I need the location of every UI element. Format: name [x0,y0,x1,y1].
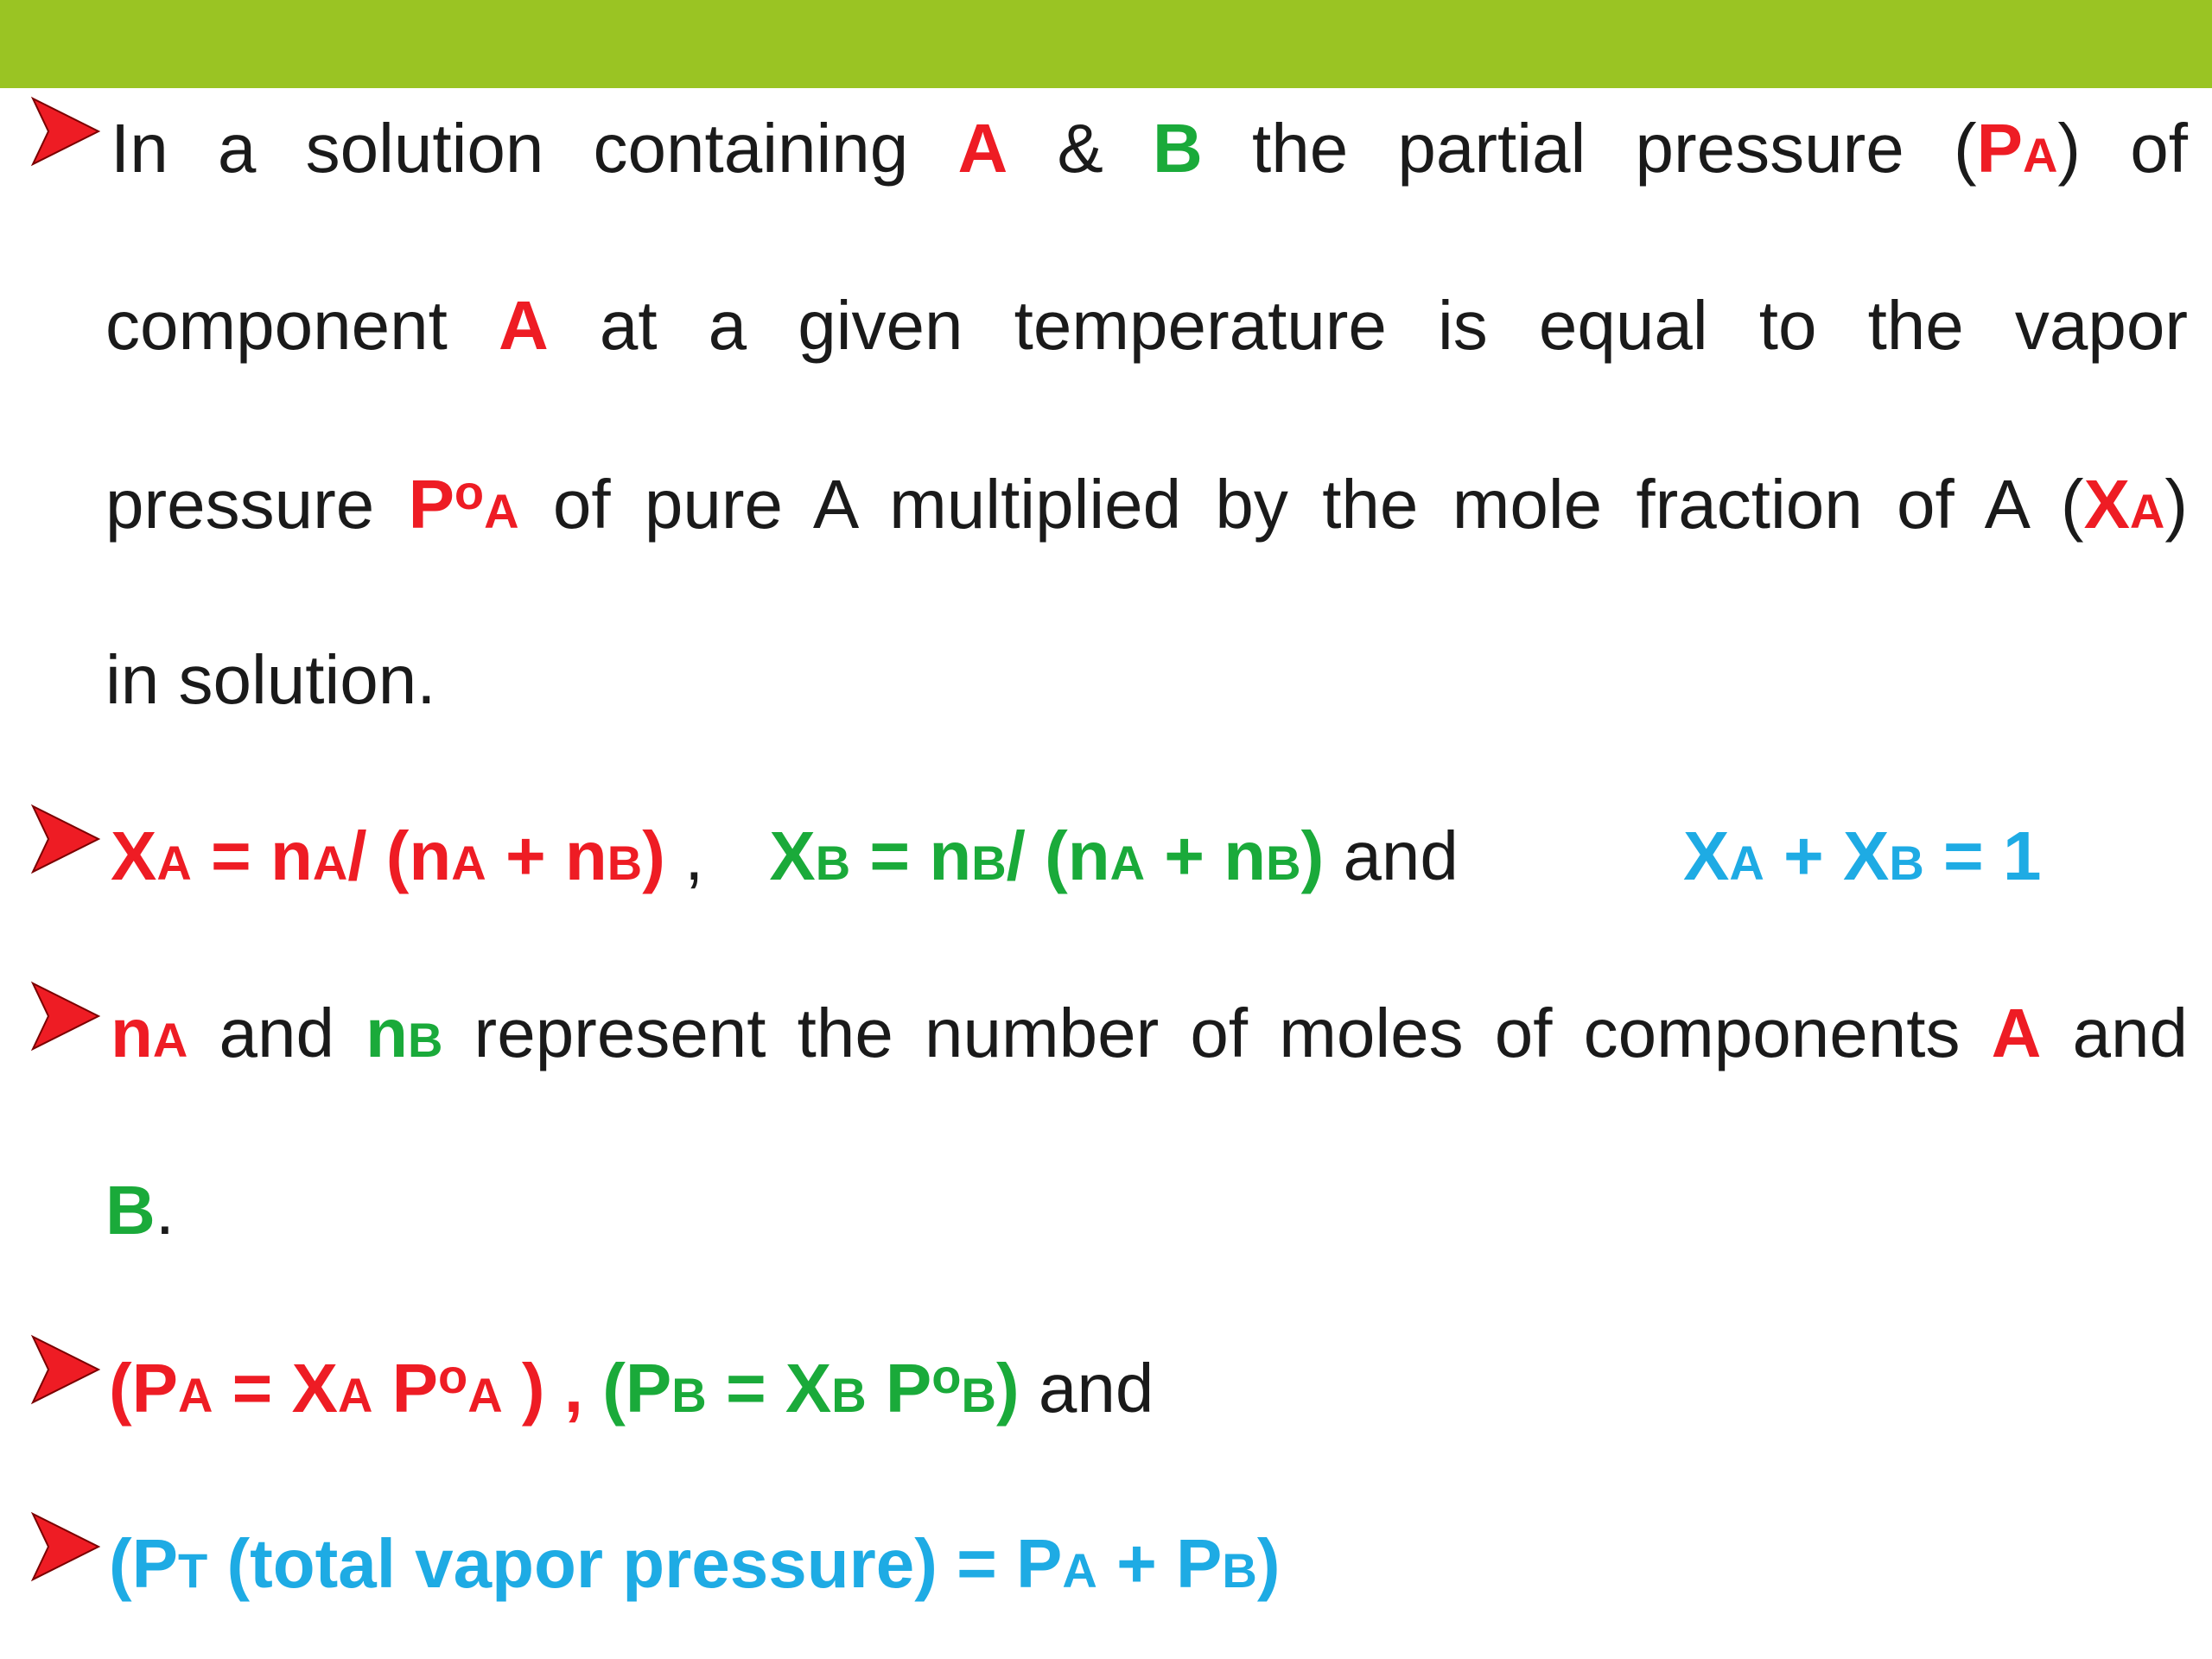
symbol: P [408,466,454,543]
moles-a [111,995,188,1071]
subscript: B [607,836,643,890]
equation-sum [1683,817,2041,894]
component-b-label: B [105,1172,156,1249]
text: represent the number of moles of components [442,995,1992,1071]
component-a-label: A [498,287,549,364]
paragraph-moles-line-1 [111,995,2189,1071]
text: ) [2164,466,2189,543]
text: and [1324,817,1459,894]
text: . [155,1172,175,1249]
component-a-label: A [1991,995,2042,1071]
subscript: B [971,836,1007,890]
arrow-bullet-icon [29,1333,102,1406]
text: (P [109,1350,178,1427]
equation-pa [109,1350,583,1427]
text: pressure [105,466,409,543]
subscript: A [484,484,519,538]
subscript: B [1889,836,1924,890]
text: & [1007,110,1154,187]
text: and [2041,995,2189,1071]
text: In a solution containing [111,110,958,187]
subscript: B [815,836,851,890]
text: / (n [347,817,452,894]
text: ) [1256,1525,1281,1602]
subscript: B [671,1368,707,1422]
text: + X [1764,817,1890,894]
subscript: A [1062,1543,1097,1598]
paragraph-raoult-line-4 [105,641,436,718]
text: (P [583,1350,672,1427]
text: (P [109,1525,178,1602]
subscript: A [451,836,486,890]
header-bar [0,0,2212,88]
paragraph-raoult-line-1 [111,110,2188,187]
separator: , [664,817,704,894]
subscript: A [2129,484,2165,538]
subscript: A [178,1368,213,1422]
raoult-law-equations [109,1349,1154,1427]
superscript: o [454,465,485,519]
paragraph-raoult-line-3 [105,465,2189,543]
mole-fraction-sum [1683,817,2042,894]
equation-pt [109,1525,1280,1602]
subscript: A [337,1368,373,1422]
text: = n [850,817,972,894]
symbol: X [769,817,816,894]
text: ) , [502,1350,584,1427]
subscript: A [156,836,192,890]
text: = X [706,1350,832,1427]
text: + n [1145,817,1267,894]
total-pressure-equation [109,1525,1281,1602]
text: and [188,995,366,1071]
mole-fraction-a [2084,466,2165,543]
text: the partial pressure ( [1202,110,1977,187]
symbol: n [111,995,153,1071]
subscript: B [961,1368,996,1422]
subscript: A [1109,836,1146,890]
text: of pure A multiplied by the mole fraction of A ( [518,466,2084,543]
text: (total vapor pressure) = P [207,1525,1063,1602]
paragraph-raoult-line-2 [105,287,2189,364]
text: = X [213,1350,338,1427]
component-b-label: B [1153,110,1203,187]
paragraph-moles-line-2 [105,1172,175,1249]
text: ) [995,1350,1020,1427]
subscript: B [1222,1543,1257,1598]
symbol: X [111,817,157,894]
text: + n [486,817,607,894]
text: = n [191,817,313,894]
symbol: X [2083,466,2130,543]
symbol: P [1976,110,2023,187]
equation-pb [583,1350,1020,1427]
symbol: X [1683,817,1730,894]
subscript: A [1729,836,1764,890]
symbol: n [365,995,408,1071]
superscript: o [931,1349,962,1403]
subscript: A [467,1368,503,1422]
text: in solution. [105,641,436,718]
subscript: B [831,1368,867,1422]
subscript: A [152,1013,188,1067]
text: + P [1096,1525,1223,1602]
text: at a given temperature is equal to the vapor [548,287,2189,364]
text: component [105,287,499,364]
subscript: T [178,1543,208,1598]
subscript: B [1266,836,1301,890]
superscript: o [438,1349,468,1403]
text: ) [1300,817,1325,894]
mole-fraction-equations [111,817,1459,894]
arrow-bullet-icon [29,980,102,1052]
text: ) of [2057,110,2188,187]
equation-xa [111,817,665,894]
moles-b [365,995,442,1071]
text: and [1019,1350,1154,1427]
pure-vapor-pressure-a [409,466,519,543]
arrow-bullet-icon [29,1510,102,1583]
text: / (n [1006,817,1110,894]
subscript: B [407,1013,443,1067]
arrow-bullet-icon [29,803,102,875]
text: = 1 [1923,817,2042,894]
text: P [866,1350,932,1427]
subscript: A [2022,128,2058,182]
component-a-label: A [957,110,1008,187]
partial-pressure-a [1977,110,2058,187]
equation-xb [769,817,1324,894]
text: ) [642,817,665,894]
subscript: A [312,836,348,890]
arrow-bullet-icon [29,95,102,168]
text: P [372,1350,439,1427]
